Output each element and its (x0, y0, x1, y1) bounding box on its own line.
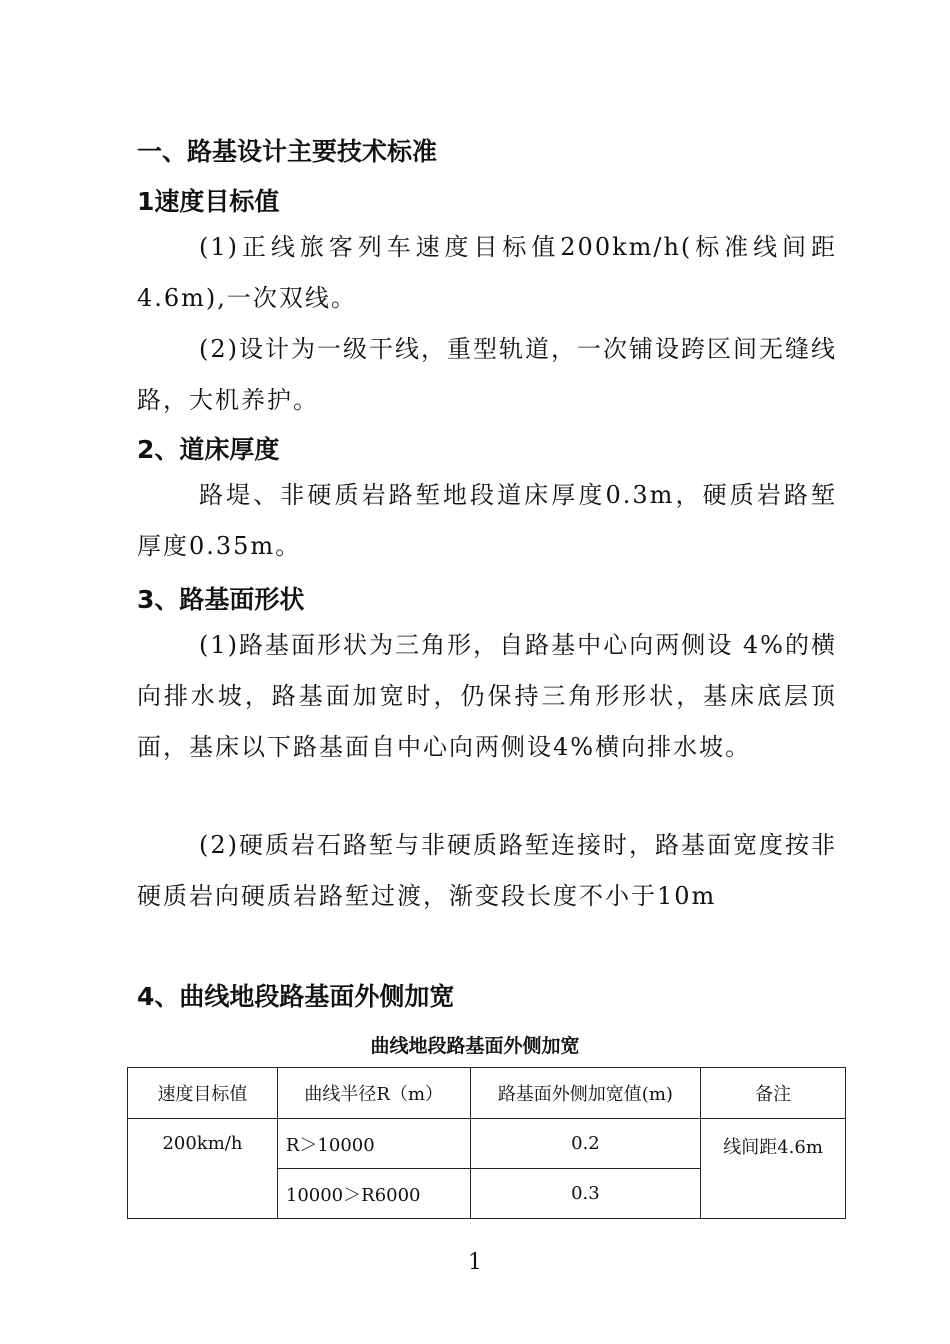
paragraph-ballast: 路堤、非硬质岩路堑地段道床厚度0.3m，硬质岩路堑厚度0.35m。 (137, 481, 837, 560)
section-4-title: 4、曲线地段路基面外侧加宽 (137, 982, 455, 1011)
cell-note: 线间距4.6m (701, 1119, 846, 1219)
cell-radius: 10000＞R6000 (277, 1169, 470, 1219)
section-1-title: 一、路基设计主要技术标准 (137, 137, 438, 166)
header-radius: 曲线半径R（m） (277, 1068, 470, 1119)
header-speed: 速度目标值 (128, 1068, 278, 1119)
paragraph-speed-1: (1)正线旅客列车速度目标值200km/h(标准线间距4.6m),一次双线。 (137, 233, 837, 312)
cell-radius: R＞10000 (277, 1119, 470, 1169)
paragraph-shape-2: (2)硬质岩石路堑与非硬质路堑连接时，路基面宽度按非硬质岩向硬质岩路堑过渡，渐变段长度不小于10m (137, 831, 837, 910)
section-2-title: 2、道床厚度 (137, 435, 280, 464)
header-note: 备注 (701, 1068, 846, 1119)
subsection-speed-title: 1速度目标值 (137, 187, 280, 216)
widening-table (127, 1067, 846, 1219)
header-widen: 路基面外侧加宽值(m) (470, 1068, 701, 1119)
paragraph-shape-1: (1)路基面形状为三角形，自路基中心向两侧设 4%的横向排水坡，路基面加宽时，仍保持三角形形状，基床底层顶面，基床以下路基面自中心向两侧设4%横向排水坡。 (137, 631, 837, 761)
cell-widen: 0.2 (470, 1119, 701, 1169)
cell-speed: 200km/h (128, 1119, 278, 1219)
cell-widen: 0.3 (470, 1169, 701, 1219)
table-caption: 曲线地段路基面外侧加宽 (370, 1035, 580, 1057)
paragraph-speed-2: (2)设计为一级干线，重型轨道，一次铺设跨区间无缝线路，大机养护。 (137, 335, 837, 414)
section-3-title: 3、路基面形状 (137, 585, 305, 614)
table-header-row (128, 1068, 846, 1119)
table-row (128, 1119, 846, 1169)
page-number: 1 (468, 1250, 482, 1275)
